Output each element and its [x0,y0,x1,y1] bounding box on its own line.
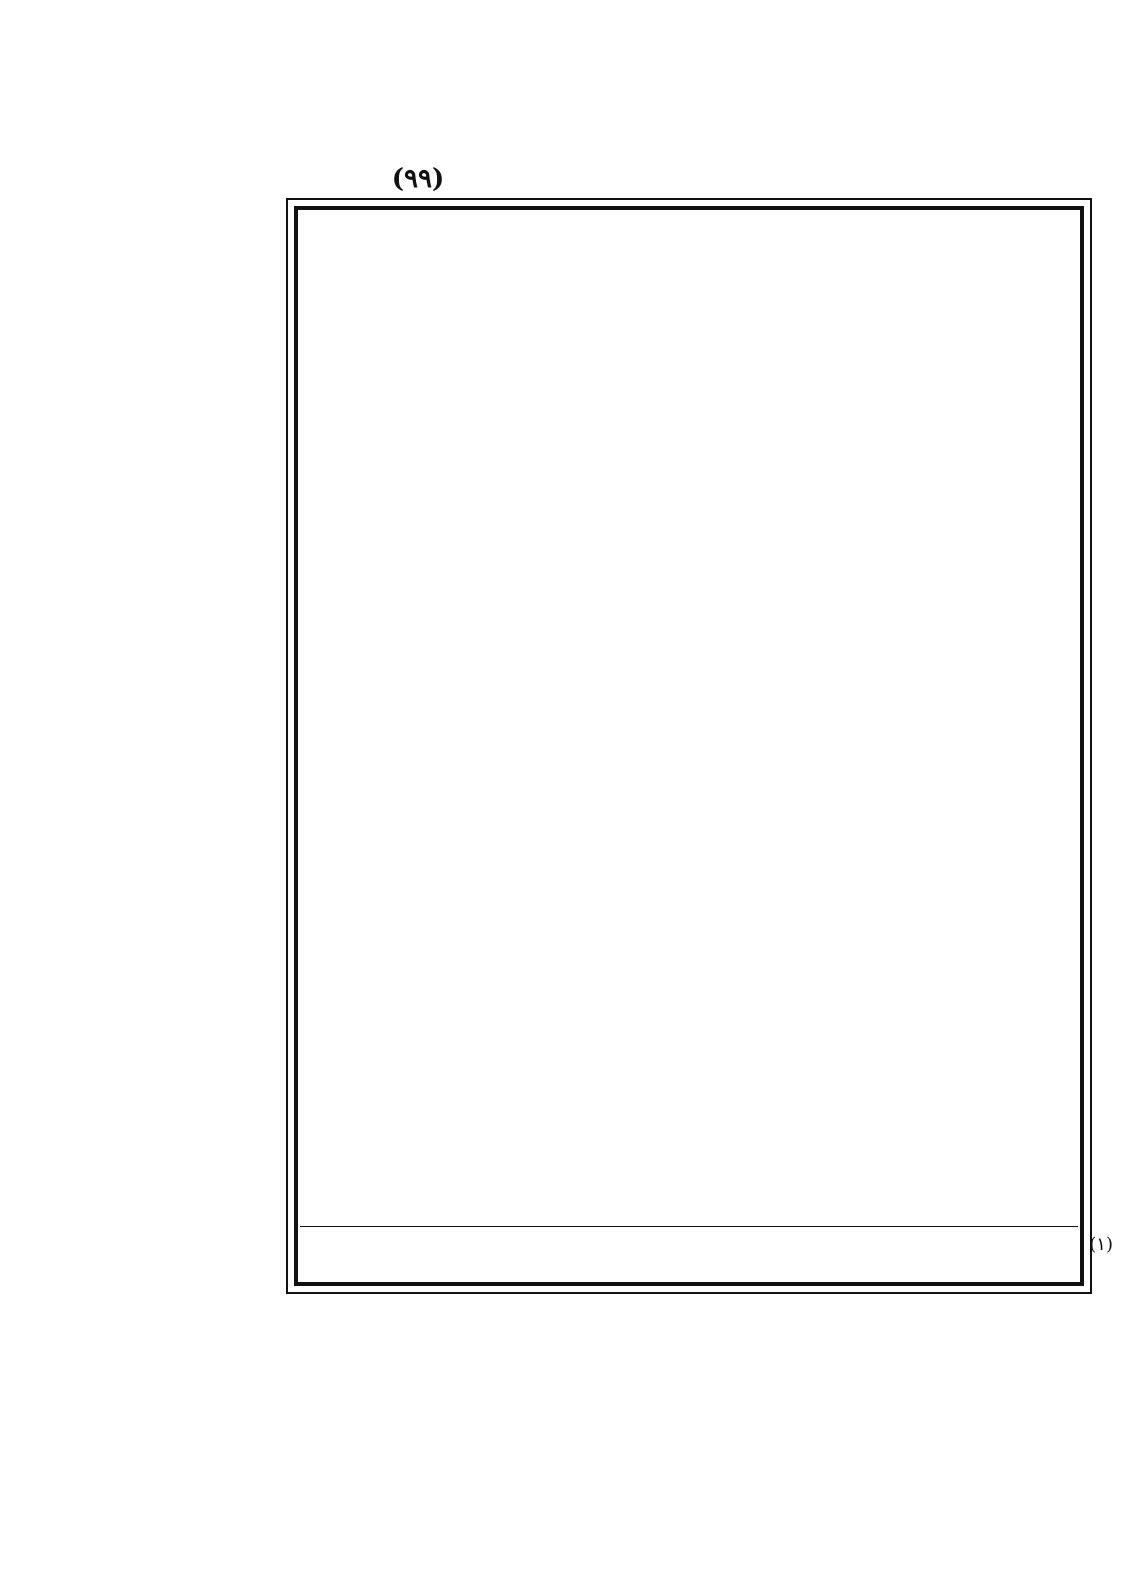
top-paragraph [80,28,1092,193]
footnote-divider [300,1226,1078,1227]
footnote [300,1232,1078,1280]
footnote-marker: (١) [1089,1234,1113,1255]
page-number: (٩٩) [391,164,445,194]
margin-column-text [44,198,276,1294]
main-body-text [300,214,1078,1220]
bottom-paragraph [44,1300,1092,1560]
